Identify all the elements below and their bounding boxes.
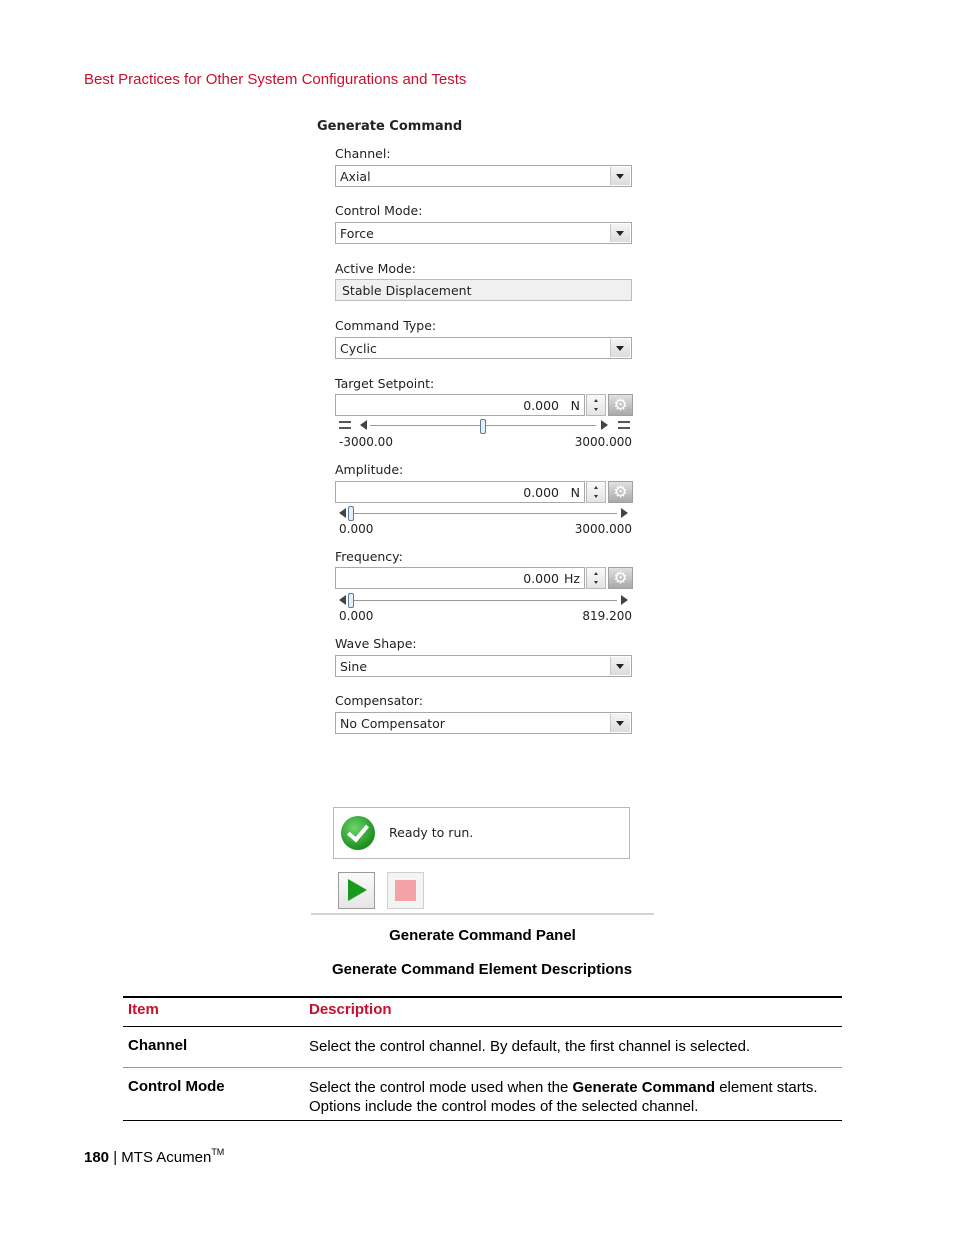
frequency-label: Frequency: bbox=[335, 549, 403, 564]
frequency-input[interactable] bbox=[335, 567, 585, 589]
stop-button[interactable] bbox=[387, 872, 424, 909]
play-button[interactable] bbox=[338, 872, 375, 909]
chevron-down-icon[interactable] bbox=[610, 224, 630, 242]
target-setpoint-value: 0.000 bbox=[523, 398, 559, 413]
target-setpoint-input[interactable] bbox=[335, 394, 585, 416]
row-description-emphasis: Generate Command bbox=[572, 1079, 716, 1096]
checkmark-icon bbox=[341, 816, 375, 850]
target-setpoint-spinner[interactable] bbox=[586, 394, 606, 416]
active-mode-label: Active Mode: bbox=[335, 261, 416, 276]
frequency-min: 0.000 bbox=[339, 609, 374, 623]
row-description-text: Select the control mode used when the bbox=[309, 1079, 573, 1096]
chevron-down-icon[interactable] bbox=[610, 167, 630, 185]
control-mode-label: Control Mode: bbox=[335, 203, 423, 218]
table-caption: Generate Command Element Descriptions bbox=[331, 961, 633, 978]
compensator-label: Compensator: bbox=[335, 693, 423, 708]
amplitude-unit: N bbox=[570, 485, 580, 500]
row-item: Channel bbox=[128, 1037, 188, 1054]
page-footer bbox=[84, 1149, 224, 1166]
status-box bbox=[333, 807, 630, 859]
lower-limit-icon[interactable] bbox=[339, 418, 351, 432]
command-type-label: Command Type: bbox=[335, 318, 437, 333]
decrease-arrow-icon[interactable] bbox=[360, 420, 367, 430]
product-name: MTS Acumen bbox=[121, 1149, 212, 1166]
table-header-item: Item bbox=[128, 1001, 159, 1018]
decrease-arrow-icon[interactable] bbox=[339, 595, 346, 605]
table-row-rule bbox=[123, 1067, 842, 1068]
channel-label: Channel: bbox=[335, 146, 391, 161]
active-mode-field bbox=[335, 279, 632, 301]
wave-shape-label: Wave Shape: bbox=[335, 636, 417, 651]
increase-arrow-icon[interactable] bbox=[621, 595, 628, 605]
row-item: Control Mode bbox=[128, 1078, 225, 1095]
compensator-dropdown[interactable] bbox=[335, 712, 632, 734]
table-header-rule bbox=[123, 1026, 842, 1027]
amplitude-max: 3000.000 bbox=[574, 522, 632, 536]
chevron-down-icon[interactable] bbox=[610, 339, 630, 357]
section-header-link[interactable]: Best Practices for Other System Configurations and Tests bbox=[84, 71, 467, 88]
decrease-arrow-icon[interactable] bbox=[339, 508, 346, 518]
amplitude-spinner[interactable] bbox=[586, 481, 606, 503]
status-message: Ready to run. bbox=[389, 825, 474, 840]
table-header-description: Description bbox=[309, 1001, 392, 1018]
chevron-down-icon[interactable] bbox=[610, 657, 630, 675]
row-description bbox=[309, 1078, 844, 1116]
command-type-value: Cyclic bbox=[340, 341, 377, 356]
gear-icon[interactable]: ⚙ bbox=[608, 567, 633, 589]
frequency-value: 0.000 bbox=[523, 571, 559, 586]
table-top-rule bbox=[123, 996, 842, 998]
target-setpoint-max: 3000.000 bbox=[574, 435, 632, 449]
frequency-max: 819.200 bbox=[582, 609, 632, 623]
control-mode-dropdown[interactable] bbox=[335, 222, 632, 244]
channel-value: Axial bbox=[340, 169, 371, 184]
frequency-unit: Hz bbox=[564, 571, 580, 586]
active-mode-value: Stable Displacement bbox=[342, 283, 472, 298]
gear-icon[interactable]: ⚙ bbox=[608, 394, 633, 416]
increase-arrow-icon[interactable] bbox=[621, 508, 628, 518]
page-number: 180 bbox=[84, 1149, 110, 1166]
panel-bottom-border bbox=[311, 913, 654, 915]
compensator-value: No Compensator bbox=[340, 716, 445, 731]
amplitude-slider-thumb[interactable] bbox=[348, 506, 354, 521]
amplitude-min: 0.000 bbox=[339, 522, 374, 536]
trademark-mark: TM bbox=[211, 1147, 225, 1157]
frequency-spinner[interactable] bbox=[586, 567, 606, 589]
target-setpoint-unit: N bbox=[570, 398, 580, 413]
increase-arrow-icon[interactable] bbox=[601, 420, 608, 430]
table-bottom-rule bbox=[123, 1120, 842, 1121]
channel-dropdown[interactable] bbox=[335, 165, 632, 187]
target-setpoint-slider-thumb[interactable] bbox=[480, 419, 486, 434]
panel-title: Generate Command bbox=[317, 119, 463, 134]
wave-shape-value: Sine bbox=[340, 659, 368, 674]
footer-separator: | bbox=[113, 1149, 118, 1166]
wave-shape-dropdown[interactable] bbox=[335, 655, 632, 677]
command-type-dropdown[interactable] bbox=[335, 337, 632, 359]
amplitude-input[interactable] bbox=[335, 481, 585, 503]
chevron-down-icon[interactable] bbox=[610, 714, 630, 732]
upper-limit-icon[interactable] bbox=[618, 418, 630, 432]
amplitude-track bbox=[351, 513, 617, 514]
frequency-track bbox=[351, 600, 617, 601]
target-setpoint-label: Target Setpoint: bbox=[335, 376, 435, 391]
target-setpoint-min: -3000.00 bbox=[339, 435, 393, 449]
figure-caption: Generate Command Panel bbox=[389, 927, 576, 944]
row-description-text: element starts. Options include the control modes of the selected channel. bbox=[309, 1079, 818, 1115]
amplitude-value: 0.000 bbox=[523, 485, 559, 500]
gear-icon[interactable]: ⚙ bbox=[608, 481, 633, 503]
amplitude-label: Amplitude: bbox=[335, 462, 404, 477]
frequency-slider-thumb[interactable] bbox=[348, 593, 354, 608]
row-description: Select the control channel. By default, the first channel is selected. bbox=[309, 1038, 751, 1055]
control-mode-value: Force bbox=[340, 226, 374, 241]
